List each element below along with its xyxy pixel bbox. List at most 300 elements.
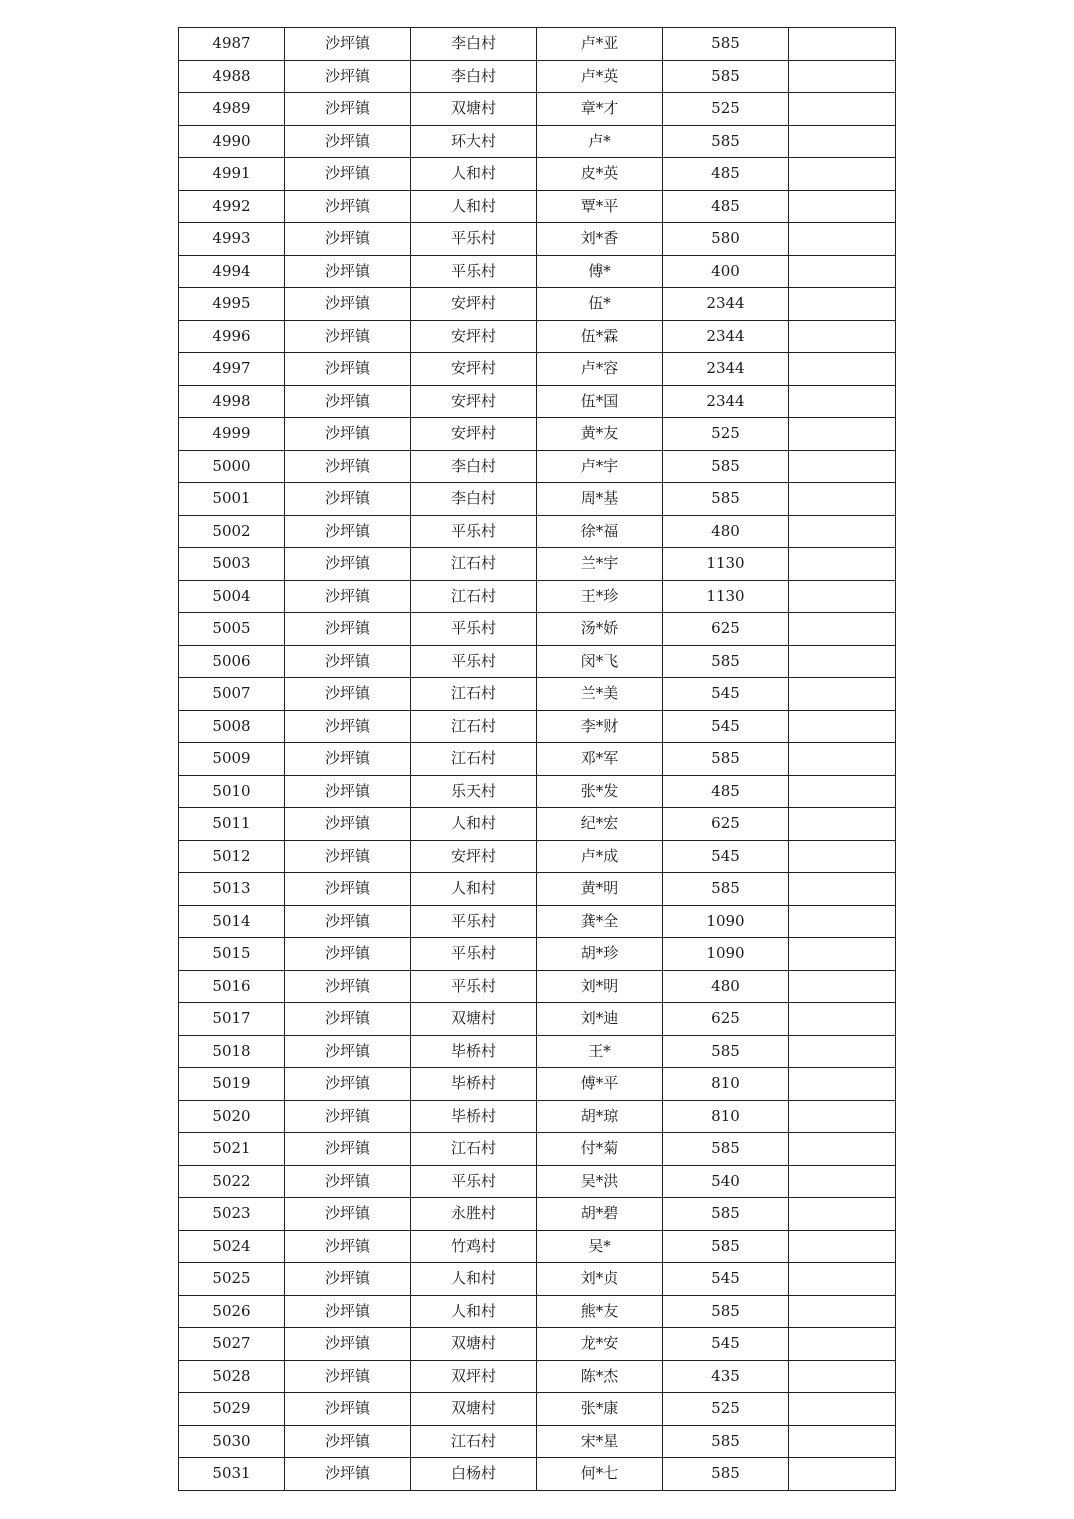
table-row [179,710,896,743]
village-cell: 人和村 [411,873,537,906]
town-cell: 沙坪镇 [285,1328,411,1361]
table-row [179,1393,896,1426]
amount-cell: 585 [663,873,789,906]
town-cell: 沙坪镇 [285,840,411,873]
serial-number-cell: 5018 [179,1035,285,1068]
serial-number-cell: 5028 [179,1360,285,1393]
town-cell: 沙坪镇 [285,1035,411,1068]
town-cell: 沙坪镇 [285,1003,411,1036]
town-cell: 沙坪镇 [285,678,411,711]
town-cell: 沙坪镇 [285,288,411,321]
village-cell: 安坪村 [411,840,537,873]
remarks-cell [789,1165,896,1198]
amount-cell: 1130 [663,548,789,581]
serial-number-cell: 5021 [179,1133,285,1166]
roster-table-body [179,28,896,1491]
village-cell: 毕桥村 [411,1068,537,1101]
table-row [179,1360,896,1393]
town-cell: 沙坪镇 [285,60,411,93]
town-cell: 沙坪镇 [285,353,411,386]
name-cell: 张*发 [537,775,663,808]
table-row [179,775,896,808]
amount-cell: 810 [663,1068,789,1101]
name-cell: 兰*美 [537,678,663,711]
town-cell: 沙坪镇 [285,873,411,906]
name-cell: 张*康 [537,1393,663,1426]
town-cell: 沙坪镇 [285,1198,411,1231]
village-cell: 平乐村 [411,938,537,971]
village-cell: 双塘村 [411,1003,537,1036]
amount-cell: 2344 [663,320,789,353]
serial-number-cell: 4996 [179,320,285,353]
serial-number-cell: 5008 [179,710,285,743]
village-cell: 江石村 [411,710,537,743]
amount-cell: 2344 [663,288,789,321]
village-cell: 江石村 [411,1425,537,1458]
name-cell: 闵*飞 [537,645,663,678]
name-cell: 覃*平 [537,190,663,223]
remarks-cell [789,515,896,548]
table-row [179,905,896,938]
table-row [179,483,896,516]
name-cell: 宋*星 [537,1425,663,1458]
serial-number-cell: 5025 [179,1263,285,1296]
village-cell: 平乐村 [411,255,537,288]
table-row [179,515,896,548]
remarks-cell [789,93,896,126]
amount-cell: 625 [663,808,789,841]
remarks-cell [789,1068,896,1101]
table-row [179,1328,896,1361]
village-cell: 毕桥村 [411,1100,537,1133]
table-row [179,1100,896,1133]
name-cell: 何*七 [537,1458,663,1491]
remarks-cell [789,743,896,776]
name-cell: 徐*福 [537,515,663,548]
serial-number-cell: 5016 [179,970,285,1003]
table-row [179,808,896,841]
town-cell: 沙坪镇 [285,710,411,743]
table-row [179,1133,896,1166]
serial-number-cell: 4988 [179,60,285,93]
table-row [179,1068,896,1101]
town-cell: 沙坪镇 [285,1068,411,1101]
table-row [179,840,896,873]
amount-cell: 2344 [663,353,789,386]
serial-number-cell: 4994 [179,255,285,288]
remarks-cell [789,840,896,873]
serial-number-cell: 4987 [179,28,285,61]
village-cell: 平乐村 [411,645,537,678]
remarks-cell [789,353,896,386]
name-cell: 兰*宇 [537,548,663,581]
roster-sheet [178,27,895,1491]
name-cell: 周*基 [537,483,663,516]
amount-cell: 525 [663,93,789,126]
remarks-cell [789,450,896,483]
village-cell: 平乐村 [411,905,537,938]
name-cell: 伍*国 [537,385,663,418]
amount-cell: 585 [663,125,789,158]
amount-cell: 545 [663,1328,789,1361]
table-row [179,1425,896,1458]
table-row [179,28,896,61]
town-cell: 沙坪镇 [285,1165,411,1198]
village-cell: 平乐村 [411,1165,537,1198]
remarks-cell [789,1425,896,1458]
name-cell: 卢*容 [537,353,663,386]
table-row [179,353,896,386]
amount-cell: 585 [663,1425,789,1458]
town-cell: 沙坪镇 [285,1133,411,1166]
amount-cell: 540 [663,1165,789,1198]
name-cell: 傅* [537,255,663,288]
roster-table [178,27,896,1491]
remarks-cell [789,710,896,743]
remarks-cell [789,158,896,191]
village-cell: 双塘村 [411,1393,537,1426]
name-cell: 刘*贞 [537,1263,663,1296]
serial-number-cell: 4999 [179,418,285,451]
remarks-cell [789,1295,896,1328]
serial-number-cell: 5020 [179,1100,285,1133]
serial-number-cell: 5005 [179,613,285,646]
town-cell: 沙坪镇 [285,775,411,808]
remarks-cell [789,1035,896,1068]
table-row [179,125,896,158]
remarks-cell [789,1003,896,1036]
table-row [179,255,896,288]
town-cell: 沙坪镇 [285,905,411,938]
village-cell: 双塘村 [411,1328,537,1361]
table-row [179,1263,896,1296]
name-cell: 龚*全 [537,905,663,938]
village-cell: 平乐村 [411,515,537,548]
village-cell: 安坪村 [411,385,537,418]
village-cell: 安坪村 [411,418,537,451]
town-cell: 沙坪镇 [285,1230,411,1263]
name-cell: 卢*英 [537,60,663,93]
serial-number-cell: 5000 [179,450,285,483]
serial-number-cell: 4997 [179,353,285,386]
town-cell: 沙坪镇 [285,483,411,516]
name-cell: 邓*军 [537,743,663,776]
name-cell: 吴*洪 [537,1165,663,1198]
serial-number-cell: 5012 [179,840,285,873]
town-cell: 沙坪镇 [285,190,411,223]
town-cell: 沙坪镇 [285,970,411,1003]
village-cell: 江石村 [411,743,537,776]
amount-cell: 1090 [663,905,789,938]
name-cell: 卢*宇 [537,450,663,483]
remarks-cell [789,28,896,61]
name-cell: 刘*明 [537,970,663,1003]
remarks-cell [789,1198,896,1231]
amount-cell: 585 [663,1035,789,1068]
serial-number-cell: 5019 [179,1068,285,1101]
town-cell: 沙坪镇 [285,580,411,613]
town-cell: 沙坪镇 [285,93,411,126]
village-cell: 平乐村 [411,223,537,256]
amount-cell: 2344 [663,385,789,418]
serial-number-cell: 5017 [179,1003,285,1036]
serial-number-cell: 5010 [179,775,285,808]
serial-number-cell: 5023 [179,1198,285,1231]
remarks-cell [789,385,896,418]
name-cell: 皮*英 [537,158,663,191]
serial-number-cell: 5027 [179,1328,285,1361]
remarks-cell [789,873,896,906]
remarks-cell [789,580,896,613]
town-cell: 沙坪镇 [285,450,411,483]
amount-cell: 585 [663,1198,789,1231]
town-cell: 沙坪镇 [285,385,411,418]
amount-cell: 525 [663,1393,789,1426]
name-cell: 黄*友 [537,418,663,451]
name-cell: 黄*明 [537,873,663,906]
town-cell: 沙坪镇 [285,1100,411,1133]
remarks-cell [789,60,896,93]
village-cell: 江石村 [411,1133,537,1166]
village-cell: 人和村 [411,808,537,841]
serial-number-cell: 5029 [179,1393,285,1426]
serial-number-cell: 4995 [179,288,285,321]
town-cell: 沙坪镇 [285,808,411,841]
serial-number-cell: 4989 [179,93,285,126]
table-row [179,1198,896,1231]
village-cell: 李白村 [411,483,537,516]
amount-cell: 485 [663,190,789,223]
name-cell: 胡*琼 [537,1100,663,1133]
town-cell: 沙坪镇 [285,613,411,646]
serial-number-cell: 5024 [179,1230,285,1263]
amount-cell: 400 [663,255,789,288]
village-cell: 竹鸡村 [411,1230,537,1263]
table-row [179,548,896,581]
town-cell: 沙坪镇 [285,125,411,158]
remarks-cell [789,1393,896,1426]
name-cell: 刘*迪 [537,1003,663,1036]
name-cell: 龙*安 [537,1328,663,1361]
table-row [179,1165,896,1198]
remarks-cell [789,1100,896,1133]
amount-cell: 585 [663,450,789,483]
town-cell: 沙坪镇 [285,1458,411,1491]
name-cell: 刘*香 [537,223,663,256]
table-row [179,320,896,353]
village-cell: 安坪村 [411,320,537,353]
table-row [179,418,896,451]
remarks-cell [789,808,896,841]
village-cell: 人和村 [411,1263,537,1296]
serial-number-cell: 5026 [179,1295,285,1328]
amount-cell: 625 [663,613,789,646]
table-row [179,1295,896,1328]
town-cell: 沙坪镇 [285,1295,411,1328]
amount-cell: 435 [663,1360,789,1393]
remarks-cell [789,1458,896,1491]
table-row [179,93,896,126]
amount-cell: 585 [663,743,789,776]
remarks-cell [789,223,896,256]
remarks-cell [789,320,896,353]
serial-number-cell: 4998 [179,385,285,418]
town-cell: 沙坪镇 [285,515,411,548]
table-row [179,743,896,776]
town-cell: 沙坪镇 [285,938,411,971]
table-row [179,288,896,321]
table-row [179,158,896,191]
table-row [179,1003,896,1036]
table-row [179,873,896,906]
name-cell: 傅*平 [537,1068,663,1101]
name-cell: 吴* [537,1230,663,1263]
name-cell: 伍*霖 [537,320,663,353]
village-cell: 安坪村 [411,353,537,386]
town-cell: 沙坪镇 [285,1263,411,1296]
amount-cell: 580 [663,223,789,256]
amount-cell: 585 [663,60,789,93]
town-cell: 沙坪镇 [285,548,411,581]
remarks-cell [789,190,896,223]
town-cell: 沙坪镇 [285,1360,411,1393]
serial-number-cell: 5006 [179,645,285,678]
name-cell: 汤*娇 [537,613,663,646]
serial-number-cell: 4991 [179,158,285,191]
table-row [179,580,896,613]
amount-cell: 585 [663,483,789,516]
amount-cell: 545 [663,678,789,711]
village-cell: 人和村 [411,1295,537,1328]
amount-cell: 1090 [663,938,789,971]
remarks-cell [789,1133,896,1166]
table-row [179,190,896,223]
serial-number-cell: 5001 [179,483,285,516]
village-cell: 双塘村 [411,93,537,126]
amount-cell: 485 [663,775,789,808]
table-row [179,60,896,93]
amount-cell: 545 [663,710,789,743]
village-cell: 江石村 [411,678,537,711]
serial-number-cell: 5013 [179,873,285,906]
village-cell: 乐天村 [411,775,537,808]
town-cell: 沙坪镇 [285,158,411,191]
remarks-cell [789,613,896,646]
name-cell: 陈*杰 [537,1360,663,1393]
village-cell: 人和村 [411,158,537,191]
remarks-cell [789,775,896,808]
remarks-cell [789,255,896,288]
serial-number-cell: 5022 [179,1165,285,1198]
town-cell: 沙坪镇 [285,255,411,288]
name-cell: 李*财 [537,710,663,743]
amount-cell: 585 [663,1230,789,1263]
remarks-cell [789,1230,896,1263]
serial-number-cell: 5007 [179,678,285,711]
village-cell: 李白村 [411,28,537,61]
serial-number-cell: 5015 [179,938,285,971]
name-cell: 卢* [537,125,663,158]
table-row [179,970,896,1003]
name-cell: 伍* [537,288,663,321]
remarks-cell [789,483,896,516]
serial-number-cell: 5002 [179,515,285,548]
amount-cell: 480 [663,515,789,548]
name-cell: 胡*珍 [537,938,663,971]
name-cell: 王* [537,1035,663,1068]
amount-cell: 480 [663,970,789,1003]
amount-cell: 585 [663,645,789,678]
remarks-cell [789,1328,896,1361]
village-cell: 人和村 [411,190,537,223]
remarks-cell [789,905,896,938]
amount-cell: 585 [663,1295,789,1328]
amount-cell: 485 [663,158,789,191]
village-cell: 平乐村 [411,970,537,1003]
name-cell: 纪*宏 [537,808,663,841]
town-cell: 沙坪镇 [285,743,411,776]
village-cell: 永胜村 [411,1198,537,1231]
serial-number-cell: 5009 [179,743,285,776]
serial-number-cell: 5004 [179,580,285,613]
table-row [179,223,896,256]
village-cell: 李白村 [411,60,537,93]
remarks-cell [789,288,896,321]
remarks-cell [789,548,896,581]
table-row [179,385,896,418]
amount-cell: 1130 [663,580,789,613]
remarks-cell [789,125,896,158]
serial-number-cell: 4992 [179,190,285,223]
town-cell: 沙坪镇 [285,1393,411,1426]
serial-number-cell: 4990 [179,125,285,158]
table-row [179,1458,896,1491]
village-cell: 江石村 [411,548,537,581]
serial-number-cell: 4993 [179,223,285,256]
town-cell: 沙坪镇 [285,1425,411,1458]
village-cell: 毕桥村 [411,1035,537,1068]
remarks-cell [789,1360,896,1393]
remarks-cell [789,678,896,711]
town-cell: 沙坪镇 [285,418,411,451]
village-cell: 江石村 [411,580,537,613]
remarks-cell [789,645,896,678]
table-row [179,645,896,678]
remarks-cell [789,418,896,451]
amount-cell: 585 [663,28,789,61]
remarks-cell [789,938,896,971]
table-row [179,1230,896,1263]
amount-cell: 545 [663,1263,789,1296]
serial-number-cell: 5031 [179,1458,285,1491]
table-row [179,1035,896,1068]
remarks-cell [789,970,896,1003]
table-row [179,450,896,483]
town-cell: 沙坪镇 [285,223,411,256]
amount-cell: 545 [663,840,789,873]
amount-cell: 585 [663,1133,789,1166]
village-cell: 双坪村 [411,1360,537,1393]
amount-cell: 810 [663,1100,789,1133]
amount-cell: 625 [663,1003,789,1036]
town-cell: 沙坪镇 [285,320,411,353]
name-cell: 卢*成 [537,840,663,873]
name-cell: 卢*亚 [537,28,663,61]
town-cell: 沙坪镇 [285,645,411,678]
town-cell: 沙坪镇 [285,28,411,61]
amount-cell: 525 [663,418,789,451]
table-row [179,938,896,971]
